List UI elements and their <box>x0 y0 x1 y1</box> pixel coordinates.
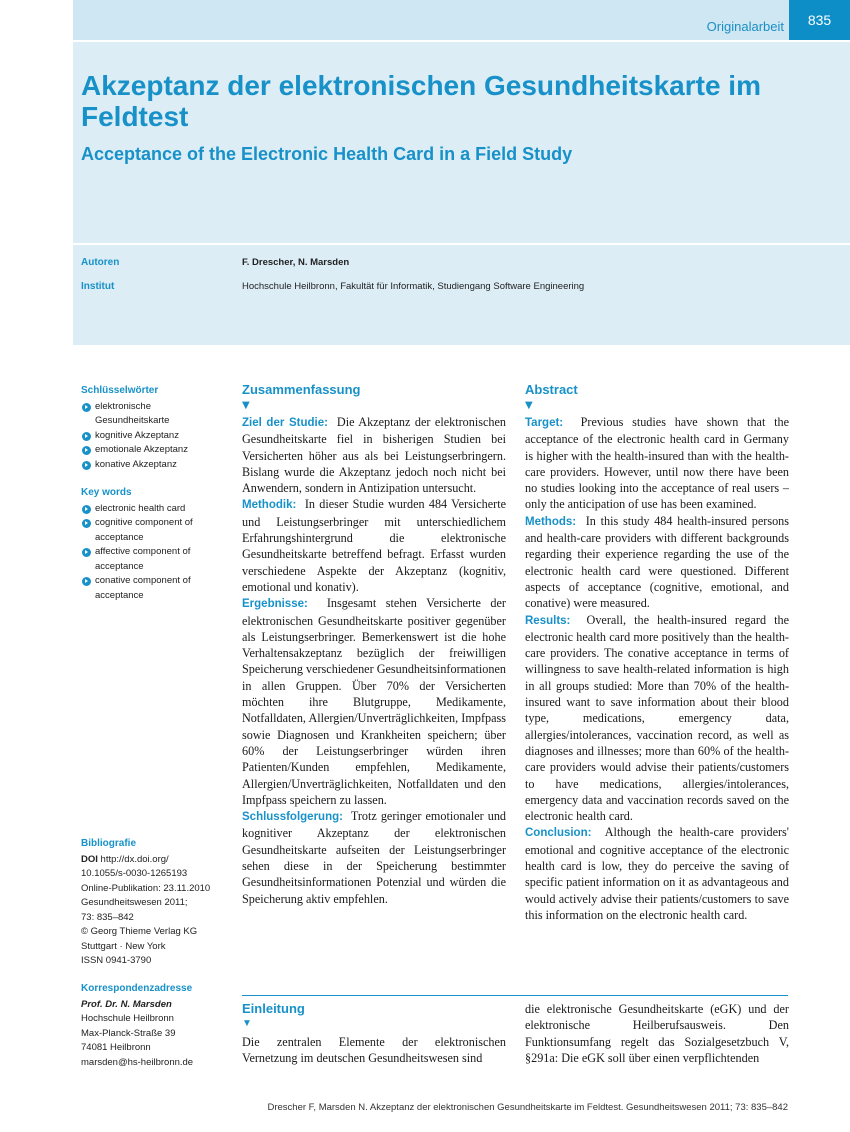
doi-line: DOI http://dx.doi.org/ <box>81 853 169 865</box>
keywords-en <box>81 486 226 603</box>
intro-heading: Einleitung <box>242 1001 305 1016</box>
summary-german <box>242 381 506 907</box>
bib-line: 10.1055/s-0030-1265193 <box>81 868 188 879</box>
keyword-item: elektronische Gesundheitskarte <box>81 400 226 429</box>
section-label: Originalarbeit <box>706 19 784 34</box>
address-line: Hochschule Heilbronn <box>81 1013 174 1024</box>
meta-band <box>73 245 850 345</box>
bullet-arrow-icon <box>82 403 91 412</box>
bullet-arrow-icon <box>82 432 91 441</box>
address-line: 74081 Heilbronn <box>81 1042 151 1053</box>
keywords-de <box>81 384 226 472</box>
keywords-de-heading: Schlüsselwörter <box>81 385 159 396</box>
abstract-heading: Abstract <box>525 382 578 397</box>
correspondence-heading: Korrespondenzadresse <box>81 983 193 994</box>
bibliography <box>81 837 226 969</box>
title-german: Akzeptanz der elektronischen Gesundheitskarte im Feldtest <box>81 70 761 132</box>
citation-footer: Drescher F, Marsden N. Akzeptanz der elektronischen Gesundheitskarte im Feldtest. Gesundheitswesen 2011; 73: 835–842 <box>267 1102 788 1113</box>
correspondence <box>81 982 226 1070</box>
address-line: Max-Planck-Straße 39 <box>81 1027 176 1039</box>
bullet-arrow-icon <box>82 446 91 455</box>
bullet-arrow-icon <box>82 577 91 586</box>
arrow-down-icon: ▼ <box>242 400 250 411</box>
page-number: 835 <box>789 0 850 40</box>
keyword-item: electronic health card <box>81 502 226 517</box>
bibliography-heading: Bibliografie <box>81 838 137 849</box>
keyword-item: conative component of acceptance <box>81 574 226 603</box>
bib-line: 73: 835–842 <box>81 911 134 923</box>
summary-results: Ergebnisse: Insgesamt stehen Versicherte der elektronischen Gesundheitskarte positiver gegenüber als Leistungserbringer. Bemerkenswert ist die hohe Verhaltensakzeptanz bezüglich der freiwilligen Speicherung verschiedener Gesundheitsinformationen in allen Gruppen. Über 70% der Versicherten möchten ihre Blutgruppe, Medikamente, Notfalldaten, Allergien/Unverträglichkeiten, Impfpass sowie Diagnosen und Krankheiten speichern; über 60% der Leistungserbringer würden ihren Patienten/Kunden empfehlen, Medikamente, Allergien/Unverträglichkeiten, Notfalldaten und den Impfpass speichern zu lassen. <box>242 596 506 807</box>
keyword-item: emotionale Akzeptanz <box>81 443 226 458</box>
abstract-conclusion: Conclusion: Although the health-care providers' emotional and cognitive acceptance of the electronic health card is low, they do perceive the saving of specific patient information on it as advantageous and would actively advise their patients/customers to save this information on the electronic health card. <box>525 825 789 922</box>
institute: Hochschule Heilbronn, Fakultät für Informatik, Studiengang Software Engineering <box>242 281 585 292</box>
intro-text-left: Die zentralen Elemente der elektronischen Vernetzung im deutschen Gesundheitswesen sind <box>242 1035 506 1066</box>
bullet-arrow-icon <box>82 519 91 528</box>
bib-line: Stuttgart · New York <box>81 940 166 952</box>
keyword-item: affective component of acceptance <box>81 545 226 574</box>
abstract-english <box>525 381 789 923</box>
abstract-target: Target: Previous studies have shown that the acceptance of the electronic health card in Germany is higher with the health-insured than with the health-care providers. However, until now there have been no studies looking into the acceptance of real users – only the anticipation of use has been examined. <box>525 415 789 512</box>
bib-line: ISSN 0941-3790 <box>81 955 152 966</box>
arrow-down-icon: ▼ <box>242 1018 252 1029</box>
keyword-item: konative Akzeptanz <box>81 458 226 473</box>
bullet-arrow-icon <box>82 548 91 557</box>
bullet-arrow-icon <box>82 505 91 514</box>
arrow-down-icon: ▼ <box>525 400 533 411</box>
intro-text-right: die elektronische Gesundheitskarte (eGK) und der elektronische Heilberufsausweis. Den Funktionsumfang regelt das Sozialgesetzbuch V, §291a: Die eGK soll über einen verpflichtenden <box>525 1002 789 1065</box>
bib-line: © Georg Thieme Verlag KG <box>81 926 198 937</box>
intro-divider <box>242 995 788 996</box>
summary-heading: Zusammenfassung <box>242 382 361 397</box>
bib-line: Online-Publikation: 23.11.2010 <box>81 882 211 894</box>
authors-label: Autoren <box>81 257 120 268</box>
email-link[interactable]: marsden@hs-heilbronn.de <box>81 1056 194 1068</box>
keyword-item: cognitive component of acceptance <box>81 516 226 545</box>
summary-aim: Ziel der Studie: Die Akzeptanz der elektronischen Gesundheitskarte fiel in bisherigen Studien bei Versicherten höher aus als bei Leistungserbringern. Bislang wurde die Akzeptanz jedoch noch nicht bei Anwendern, sondern in Antizipation untersucht. <box>242 415 506 496</box>
abstract-results: Results: Overall, the health-insured regard the electronic health card more positively than the health-care providers. The conative acceptance in terms of willingness to save health-related information is high in all groups studied: More than 70% of the health-insured want to save information about their blood type, medications, emergency data, allergies/intolerances, vaccination record, as well as diagnoses and illnesses; more than 60% of the health-care providers would advise their patients/customers to have medications, allergies/intolerances, emergency data and vaccination records saved on the electronic health card. <box>525 612 789 824</box>
institute-label: Institut <box>81 281 115 292</box>
keyword-item: kognitive Akzeptanz <box>81 429 226 444</box>
bib-line: Gesundheitswesen 2011; <box>81 897 188 908</box>
title-english: Acceptance of the Electronic Health Card in a Field Study <box>81 144 573 164</box>
summary-methods: Methodik: In dieser Studie wurden 484 Versicherte und Leistungserbringer mit unterschiedlichem Erfahrungshintergrund die elektronische Gesundheitskarte betreffend befragt. Erfasst wurden verschiedene Aspekte der Akzeptanz (kognitiv, emotional und konativ). <box>242 497 506 594</box>
authors: F. Drescher, N. Marsden <box>242 257 350 268</box>
correspondence-name: Prof. Dr. N. Marsden <box>81 998 172 1010</box>
keywords-en-heading: Key words <box>81 487 132 498</box>
abstract-methods: Methods: In this study 484 health-insured persons and health-care providers with different backgrounds regarding their experience regarding the use of the electronic health card were questioned. Different aspects of acceptance (cognitive, emotional, and conative) were measured. <box>525 513 790 611</box>
summary-conclusion: Schlussfolgerung: Trotz geringer emotionaler und kognitiver Akzeptanz der elektronischen Gesundheitskarte aufseiten der Leistungserbringer sehen diese in der Speicherung bestimmter Gesundheitsinformationen Potenzial und würden die Speicherung aktiv empfehlen. <box>242 809 507 906</box>
bullet-arrow-icon <box>82 461 91 470</box>
